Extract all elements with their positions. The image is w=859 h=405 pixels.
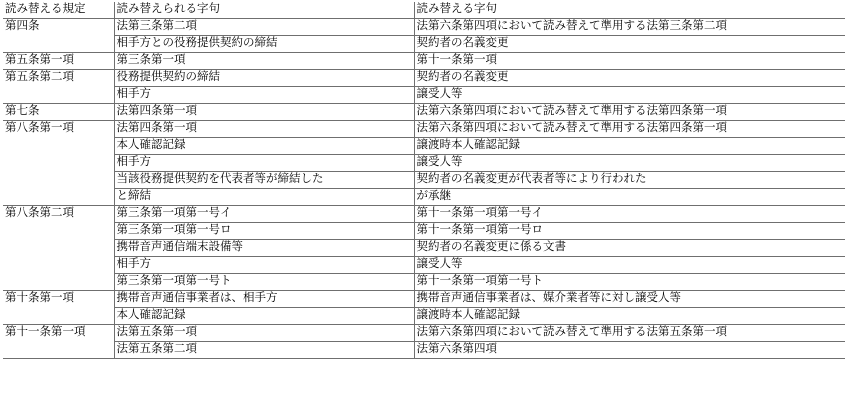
table-row: [3, 342, 845, 359]
table-row: [3, 291, 845, 308]
replacement-phrase-cell: 法第六条第四項において読み替えて準用する法第四条第一項: [414, 104, 845, 121]
original-phrase-cell: 相手方との役務提供契約の締結: [114, 36, 414, 53]
replacement-phrase-cell: 第十一条第一項第一号イ: [414, 206, 845, 223]
provision-cell: [3, 36, 114, 53]
original-phrase-cell: 法第三条第二項: [114, 19, 414, 36]
table-row: [3, 172, 845, 189]
replacement-phrase-cell: 契約者の名義変更: [414, 36, 845, 53]
original-phrase-cell: 役務提供契約の締結: [114, 70, 414, 87]
provision-cell: [3, 342, 114, 359]
original-phrase-cell: 法第四条第一項: [114, 121, 414, 138]
replacement-phrase-cell: 携帯音声通信事業者は、媒介業者等に対し譲受人等: [414, 291, 845, 308]
original-phrase-cell: 第三条第一項第一号ト: [114, 274, 414, 291]
table-row: [3, 240, 845, 257]
replacement-phrase-cell: 譲受人等: [414, 257, 845, 274]
provision-cell: 第十条第一項: [5, 290, 74, 304]
provision-cell: 第五条第一項: [3, 53, 114, 70]
original-phrase-cell: 相手方: [114, 87, 414, 104]
provision-cell: 第七条: [3, 104, 114, 121]
provision-cell: 第五条第二項: [5, 69, 74, 83]
provision-cell: [3, 155, 114, 172]
replacement-phrase-cell: 法第六条第四項: [414, 342, 845, 359]
replacement-phrase-cell: 第十一条第一項: [414, 53, 845, 70]
replacement-phrase-cell: 譲渡時本人確認記録: [414, 308, 845, 325]
provision-cell: [3, 223, 114, 240]
provision-cell: [3, 172, 114, 189]
replacement-phrase-cell: 譲渡時本人確認記録: [414, 138, 845, 155]
replacement-phrase-cell: 譲受人等: [414, 155, 845, 172]
replacement-phrase-cell: 第十一条第一項第一号ト: [414, 274, 845, 291]
table-row: [3, 104, 845, 121]
provision-cell: 第十一条第一項: [5, 324, 86, 338]
table-row: [3, 274, 845, 291]
header-replacement-phrase: 読み替える字句: [414, 2, 845, 19]
header-original-phrase: 読み替えられる字句: [114, 2, 414, 19]
replacement-phrase-cell: 契約者の名義変更が代表者等により行われた: [414, 172, 845, 189]
table-row: [3, 189, 845, 206]
original-phrase-cell: 第三条第一項第一号ロ: [114, 223, 414, 240]
original-phrase-cell: 携帯音声通信端末設備等: [114, 240, 414, 257]
replacement-phrase-cell: 契約者の名義変更に係る文書: [414, 240, 845, 257]
provision-cell: [3, 240, 114, 257]
table-row: [3, 257, 845, 274]
table-row: [3, 70, 845, 87]
replacement-phrase-cell: 第十一条第一項第一号ロ: [414, 223, 845, 240]
replacement-phrase-cell: 法第六条第四項において読み替えて準用する法第三条第二項: [414, 19, 845, 36]
table-row: [3, 87, 845, 104]
table-row: [3, 19, 845, 36]
original-phrase-cell: 法第五条第一項: [114, 325, 414, 342]
replacement-phrase-cell: が承継: [414, 189, 845, 206]
provision-cell: [3, 308, 114, 325]
original-phrase-cell: 法第四条第一項: [114, 104, 414, 121]
header-provision: 読み替える規定: [3, 2, 114, 19]
original-phrase-cell: 携帯音声通信事業者は、相手方: [114, 291, 414, 308]
replacement-table: [3, 2, 845, 359]
table-row: [3, 155, 845, 172]
replacement-phrase-cell: 法第六条第四項において読み替えて準用する法第四条第一項: [414, 121, 845, 138]
original-phrase-cell: 当該役務提供契約を代表者等が締結した: [114, 172, 414, 189]
original-phrase-cell: 相手方: [114, 155, 414, 172]
table-row: [3, 36, 845, 53]
table-row: [3, 206, 845, 223]
provision-cell: [3, 257, 114, 274]
table-row: [3, 223, 845, 240]
original-phrase-cell: 本人確認記録: [114, 138, 414, 155]
provision-cell: [3, 138, 114, 155]
table-row: [3, 325, 845, 342]
replacement-phrase-cell: 法第六条第四項において読み替えて準用する法第五条第一項: [414, 325, 845, 342]
replacement-phrase-cell: 譲受人等: [414, 87, 845, 104]
table-body: [3, 19, 845, 359]
table-row: [3, 138, 845, 155]
original-phrase-cell: 第三条第一項第一号イ: [114, 206, 414, 223]
header-row: [3, 2, 845, 19]
original-phrase-cell: 相手方: [114, 257, 414, 274]
provision-cell: [3, 87, 114, 104]
provision-cell: 第八条第一項: [5, 120, 74, 134]
provision-cell: [3, 274, 114, 291]
original-phrase-cell: 本人確認記録: [114, 308, 414, 325]
provision-cell: 第八条第二項: [5, 205, 74, 219]
original-phrase-cell: 法第五条第二項: [114, 342, 414, 359]
provision-cell: [3, 189, 114, 206]
provision-cell: 第四条: [5, 18, 40, 32]
table-header: [3, 2, 845, 19]
original-phrase-cell: 第三条第一項: [114, 53, 414, 70]
replacement-phrase-cell: 契約者の名義変更: [414, 70, 845, 87]
original-phrase-cell: と締結: [114, 189, 414, 206]
table-row: [3, 53, 845, 70]
table-row: [3, 308, 845, 325]
table-row: [3, 121, 845, 138]
